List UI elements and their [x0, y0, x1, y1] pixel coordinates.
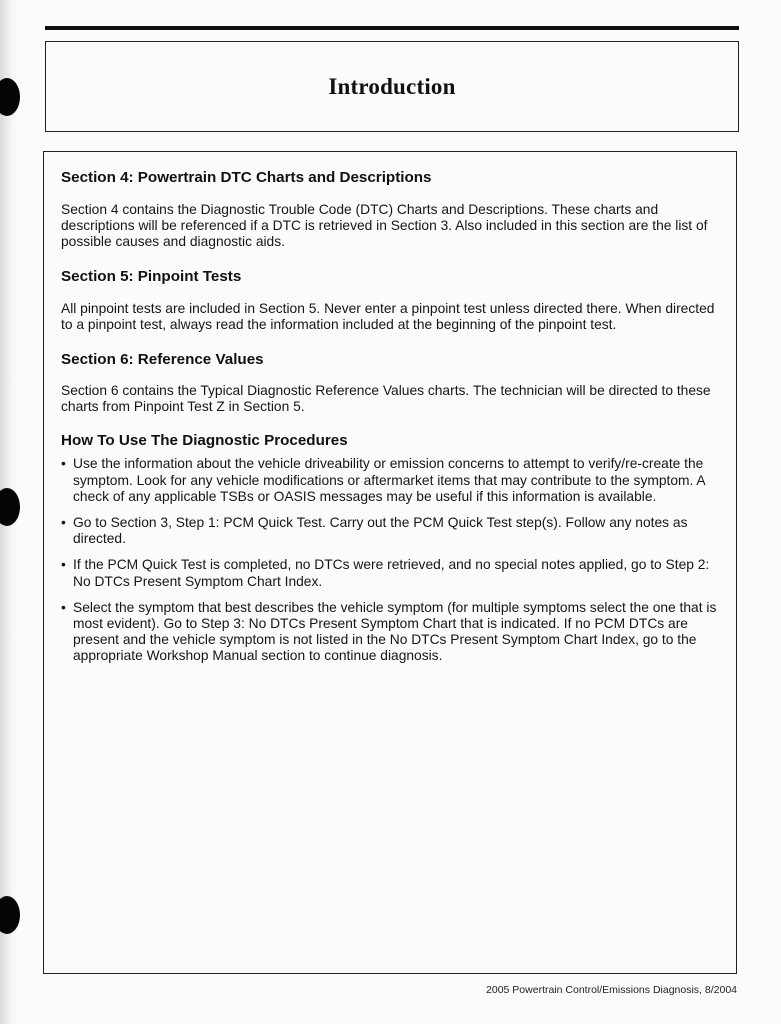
page-title: Introduction — [328, 73, 456, 99]
list-item — [61, 557, 726, 589]
list-item — [61, 456, 726, 505]
section-6-text: Section 6 contains the Typical Diagnostic Reference Values charts. The technician will be directed to these charts from Pinpoint Test Z in Section 5. — [61, 383, 711, 415]
bullet-icon: • — [61, 456, 66, 472]
list-item — [61, 600, 726, 665]
page-footer: 2005 Powertrain Control/Emissions Diagnosis, 8/2004 — [486, 984, 737, 996]
content-body — [61, 169, 726, 675]
list-item-text: Select the symptom that best describes the vehicle symptom (for multiple symptoms select the one that is most evident). Go to Step 3: No DTCs Present Symptom Chart that is indicated. If no PCM DTCs are present and the vehicle symptom is not listed in the No DTCs Present Symptom Chart Index, go to the appropriate Workshop Manual section to continue diagnosis. — [73, 599, 717, 664]
procedure-bullet-list — [61, 456, 726, 664]
list-item-text: If the PCM Quick Test is completed, no DTCs were retrieved, and no special notes applied, go to Step 2: No DTCs Present Symptom Chart Index. — [73, 557, 710, 589]
section-5-text: All pinpoint tests are included in Section 5. Never enter a pinpoint test unless directed there. When directed to a pinpoint test, always read the information included at the beginning of the pinpoint test. — [61, 300, 715, 332]
section-4-text: Section 4 contains the Diagnostic Trouble Code (DTC) Charts and Descriptions. These charts and descriptions will be referenced if a DTC is retrieved in Section 3. Also included in this section are the list of possible causes and diagnostic aids. — [61, 202, 708, 250]
bullet-icon: • — [61, 599, 66, 615]
list-item-text: Use the information about the vehicle driveability or emission concerns to attempt to verify/re-create the symptom. Look for any vehicle modifications or aftermarket items that may contribute to the symptom. A check of any applicable TSBs or OASIS messages may be useful if this information is available. — [73, 456, 705, 504]
list-item-text: Go to Section 3, Step 1: PCM Quick Test. Carry out the PCM Quick Test step(s). Follow any notes as directed. — [73, 515, 688, 547]
list-item — [61, 515, 726, 547]
content-box — [43, 151, 737, 974]
section-4-heading: Section 4: Powertrain DTC Charts and Descriptions — [61, 169, 432, 186]
top-rule — [45, 26, 739, 30]
bullet-icon: • — [61, 557, 66, 573]
section-6-heading: Section 6: Reference Values — [61, 351, 264, 369]
bullet-icon: • — [61, 515, 66, 531]
section-5-heading: Section 5: Pinpoint Tests — [61, 267, 242, 285]
title-box — [45, 41, 739, 132]
how-to-use-heading: How To Use The Diagnostic Procedures — [61, 432, 348, 450]
